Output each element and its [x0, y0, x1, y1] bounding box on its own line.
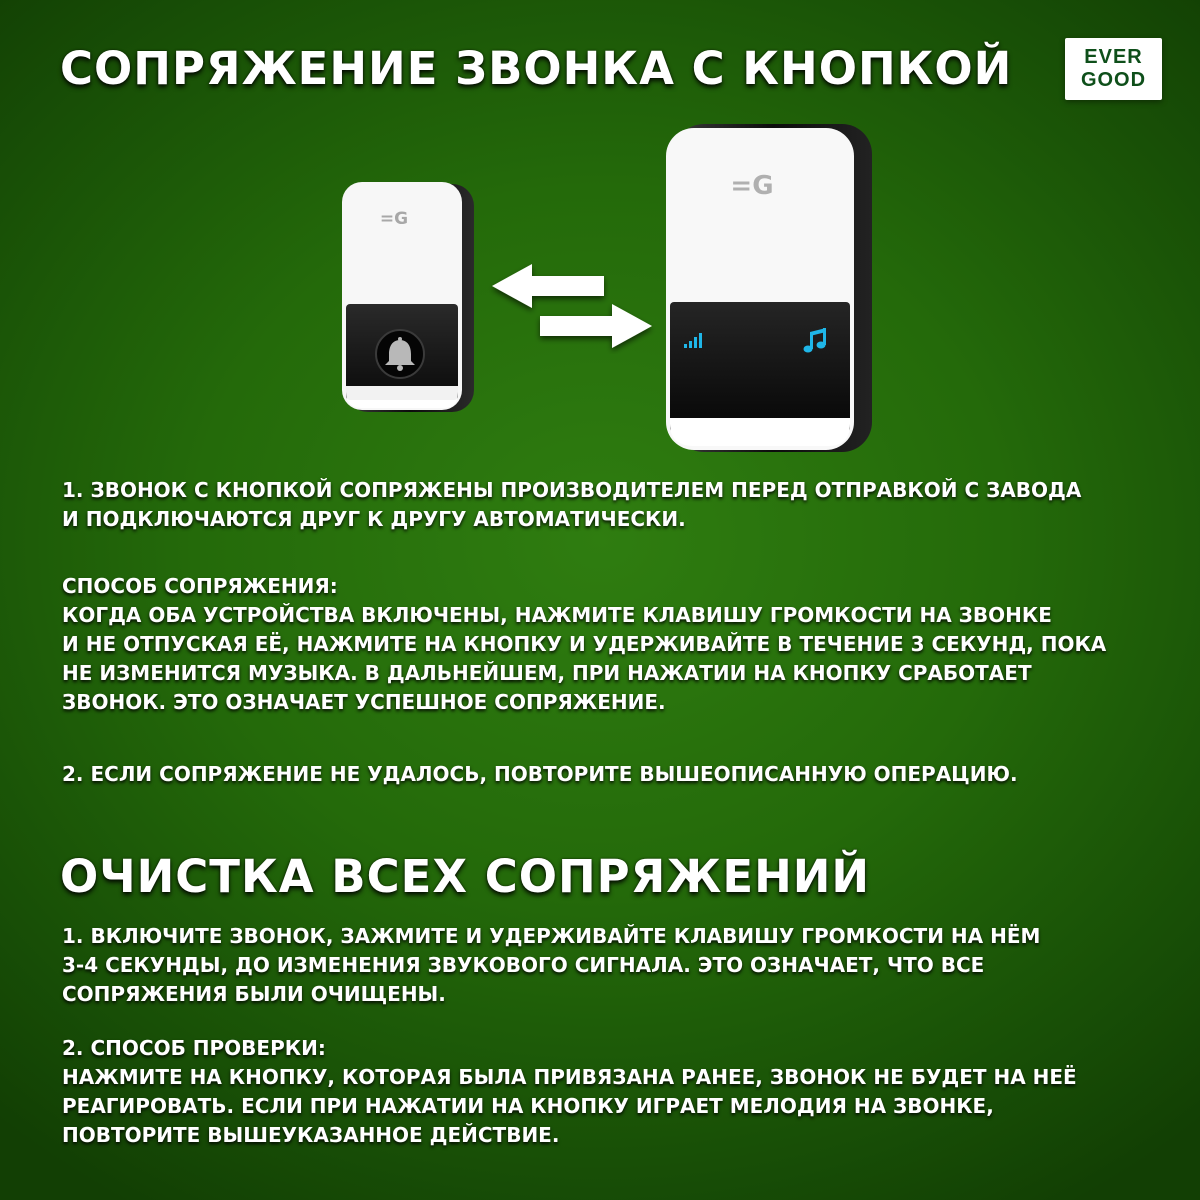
- c2-line-1: НАЖМИТЕ НА КНОПКУ, КОТОРАЯ БЫЛА ПРИВЯЗАНА РАНЕЕ, ЗВОНОК НЕ БУДЕТ НА НЕЁ: [62, 1065, 1077, 1089]
- method-line-2: И НЕ ОТПУСКАЯ ЕЁ, НАЖМИТЕ НА КНОПКУ И УДЕРЖИВАЙТЕ В ТЕЧЕНИЕ 3 СЕКУНД, ПОКА: [62, 632, 1107, 656]
- pairing-method-label: СПОСОБ СОПРЯЖЕНИЯ:: [62, 574, 338, 598]
- logo-text-ever: EVER: [1084, 46, 1143, 68]
- section-title-clearing: ОЧИСТКА ВСЕХ СОПРЯЖЕНИЙ: [60, 850, 871, 903]
- arrow-right-icon: [540, 304, 652, 348]
- method-line-1: КОГДА ОБА УСТРОЙСТВА ВКЛЮЧЕНЫ, НАЖМИТЕ КЛАВИШУ ГРОМКОСТИ НА ЗВОНКЕ: [62, 603, 1052, 627]
- clearing-paragraph-1: [62, 922, 1152, 1009]
- button-brand-mark: =G: [379, 209, 409, 229]
- c1-line-2: 3-4 СЕКУНДЫ, ДО ИЗМЕНЕНИЯ ЗВУКОВОГО СИГНАЛА. ЭТО ОЗНАЧАЕТ, ЧТО ВСЕ: [62, 953, 985, 977]
- method-line-3: НЕ ИЗМЕНИТСЯ МУЗЫКА. В ДАЛЬНЕЙШЕМ, ПРИ НАЖАТИИ НА КНОПКУ СРАБОТАЕТ: [62, 661, 1032, 685]
- p2-number: 2.: [62, 762, 84, 786]
- arrow-left-icon: [492, 264, 604, 308]
- p1-number: 1.: [62, 478, 84, 502]
- wireless-button-device: [340, 182, 476, 416]
- p1-line-2: И ПОДКЛЮЧАЮТСЯ ДРУГ К ДРУГУ АВТОМАТИЧЕСКИ.: [62, 507, 686, 531]
- check-method-label: 2. СПОСОБ ПРОВЕРКИ:: [62, 1036, 326, 1060]
- door-chime-device: [664, 124, 874, 454]
- c2-line-2: РЕАГИРОВАТЬ. ЕСЛИ ПРИ НАЖАТИИ НА КНОПКУ ИГРАЕТ МЕЛОДИЯ НА ЗВОНКЕ,: [62, 1094, 994, 1118]
- method-line-4: ЗВОНОК. ЭТО ОЗНАЧАЕТ УСПЕШНОЕ СОПРЯЖЕНИЕ.: [62, 690, 666, 714]
- pairing-method: [62, 572, 1152, 717]
- p2-text: ЕСЛИ СОПРЯЖЕНИЕ НЕ УДАЛОСЬ, ПОВТОРИТЕ ВЫШЕОПИСАННУЮ ОПЕРАЦИЮ.: [90, 762, 1018, 786]
- c1-line-3: СОПРЯЖЕНИЯ БЫЛИ ОЧИЩЕНЫ.: [62, 982, 446, 1006]
- pairing-paragraph-1: [62, 476, 1152, 534]
- pairing-paragraph-2: [62, 760, 1152, 789]
- page-title: СОПРЯЖЕНИЕ ЗВОНКА С КНОПКОЙ: [60, 42, 1013, 95]
- chime-brand-mark: =G: [730, 171, 774, 201]
- c1-number: 1.: [62, 924, 84, 948]
- c1-line-1: ВКЛЮЧИТЕ ЗВОНОК, ЗАЖМИТЕ И УДЕРЖИВАЙТЕ КЛАВИШУ ГРОМКОСТИ НА НЁМ: [90, 924, 1041, 948]
- evergood-logo: [1065, 38, 1162, 100]
- clearing-check-method: [62, 1034, 1152, 1150]
- c2-line-3: ПОВТОРИТЕ ВЫШЕУКАЗАННОЕ ДЕЙСТВИЕ.: [62, 1123, 560, 1147]
- pairing-arrows: [488, 260, 658, 354]
- logo-text-good: GOOD: [1080, 69, 1147, 91]
- p1-line-1: ЗВОНОК С КНОПКОЙ СОПРЯЖЕНЫ ПРОИЗВОДИТЕЛЕМ ПЕРЕД ОТПРАВКОЙ С ЗАВОДА: [90, 478, 1082, 502]
